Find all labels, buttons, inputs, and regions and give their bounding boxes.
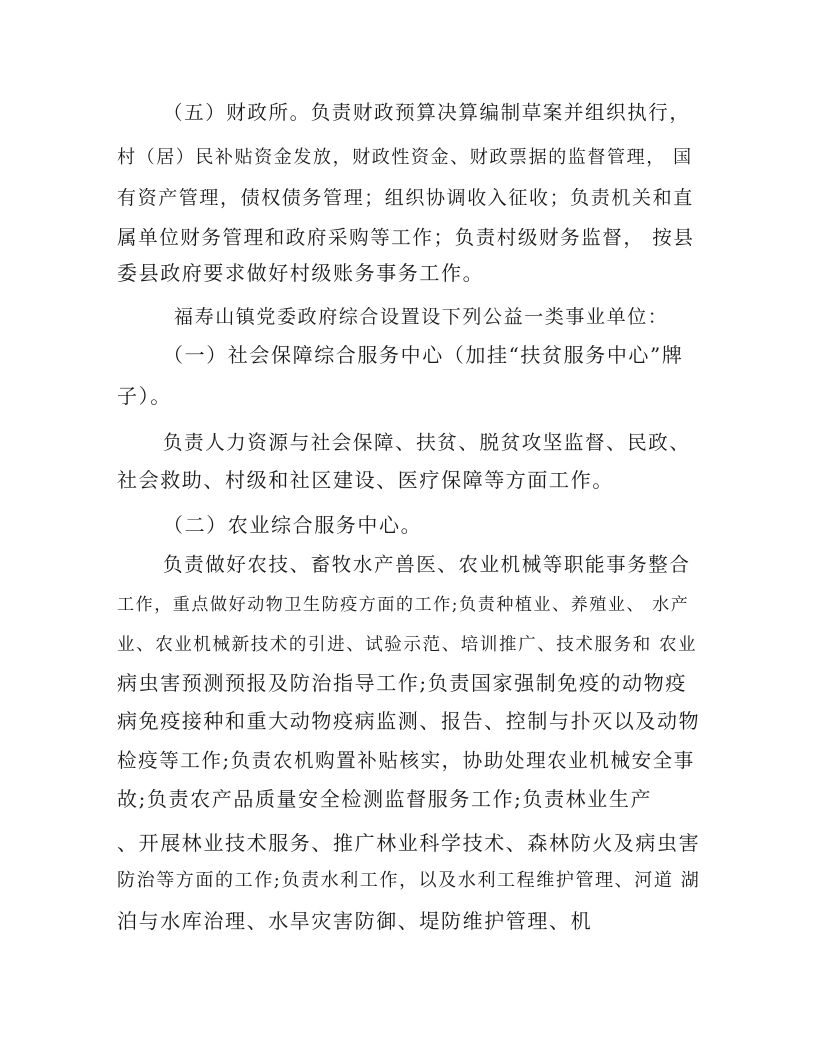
agriculture-center-title: （二）农业综合服务中心。 [163,513,423,537]
public-units-intro: 福寿山镇党委政府综合设置设下列公益一类事业单位： [174,306,669,328]
social-security-center-title-line-2: 子）。 [117,384,172,408]
agriculture-center-duties-line-10: 泊与水库治理、水旱灾害防御、堤防维护管理、机 [117,909,593,933]
finance-office-line-3: 有资产管理，债权债务管理；组织协调收入征收；负责机关和直 [117,187,694,209]
agriculture-center-duties-line-8: 、开展林业技术服务、推广林业科学技术、森林防火及病虫害 [117,831,701,855]
agriculture-center-duties-line-5: 病免疫接种和重大动物疫病监测、报告、控制与扑灭以及动物 [117,709,701,733]
agriculture-center-duties-line-3: 业、农业机械新技术的引进、试验示范、培训推广、技术服务和 农业 [117,635,698,655]
finance-office-line-2: 村（居）民补贴资金发放，财政性资金、财政票据的监督管理， 国 [117,147,693,168]
finance-office-line-4: 属单位财务管理和政府采购等工作；负责村级财务监督， 按县 [117,226,695,249]
agriculture-center-duties-line-6: 检疫等工作;负责农机购置补贴核实，协助处理农业机械安全事 [117,749,695,772]
agriculture-center-duties-line-1: 负责做好农技、畜牧水产兽医、农业机械等职能事务整合 [163,553,691,576]
social-security-center-duties-line-1: 负责人力资源与社会保障、扶贫、脱贫攻坚监督、民政、 [163,431,691,454]
social-security-center-duties-line-2: 社会救助、村级和社区建设、医疗保障等方面工作。 [117,468,614,492]
agriculture-center-duties-line-4: 病虫害预测预报及防治指导工作;负责国家强制免疫的动物疫 [117,671,687,695]
agriculture-center-duties-line-2: 工作，重点做好动物卫生防疫方面的工作;负责种植业、养殖业、 水产 [117,595,690,615]
social-security-center-title-line-1: （一）社会保障综合服务中心（加挂“扶贫服务中心”牌 [163,343,684,367]
agriculture-center-duties-line-9: 防治等方面的工作;负责水利工作，以及水利工程维护管理、河道 湖 [117,870,701,891]
finance-office-line-5: 委县政府要求做好村级账务事务工作。 [117,261,485,285]
finance-office-line-1: （五）财政所。负责财政预算决算编制草案并组织执行， [163,101,691,124]
agriculture-center-duties-line-7: 故;负责农产品质量安全检测监督服务工作;负责林业生产 [117,787,653,811]
